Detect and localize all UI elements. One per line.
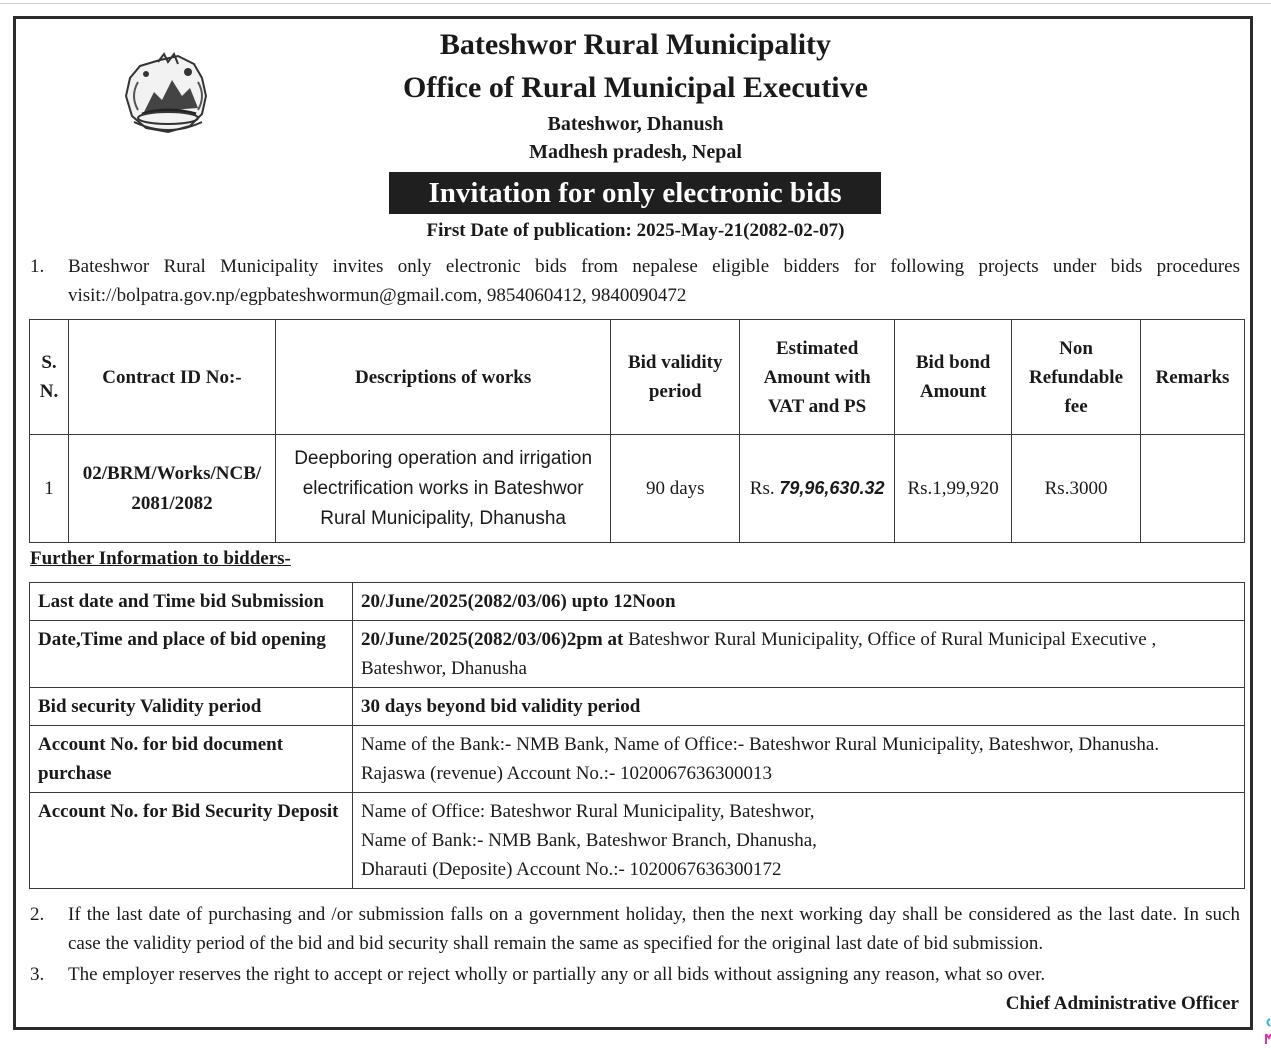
info-label: Account No. for bid document purchase [30, 726, 353, 793]
info-value-line: Name of the Bank:- NMB Bank, Name of Office:- Bateshwor Rural Municipality, Bateshwor, Dhanusha. [361, 734, 1160, 755]
note-text: If the last date of purchasing and /or submission falls on a government holiday, then the next working day shall be considered as the last date. In such case the validity period of the bid and bid security shall remain the same as specified for the original last date of bid submission. [68, 904, 1240, 954]
col-header-fee: Non Refundable fee [1012, 320, 1141, 435]
info-value [353, 688, 1245, 726]
notice-banner: Invitation for only electronic bids [389, 172, 881, 214]
publication-date: First Date of publication: 2025-May-21(2082-02-07) [426, 220, 845, 241]
office-province: Madhesh pradesh, Nepal [529, 141, 742, 163]
info-value-bold: 30 days beyond bid validity period [361, 696, 641, 717]
table-row [30, 435, 1245, 543]
col-header-sn: S. N. [30, 320, 69, 435]
item-number: 2. [30, 904, 45, 925]
intro-text: Bateshwor Rural Municipality invites only electronic bids from nepalese eligible bidders for following projects under bids procedures visit://bolpatra.gov.np/egpbateshwormun@gmail.com, 9854060412, 9840090472 [68, 256, 1240, 306]
info-label: Date,Time and place of bid opening [30, 621, 353, 688]
intro-paragraph [30, 252, 1240, 310]
bid-table [29, 319, 1245, 543]
col-header-estimate: Estimated Amount with VAT and PS [740, 320, 895, 435]
top-divider [0, 3, 1271, 4]
municipality-name: Bateshwor Rural Municipality [439, 28, 832, 61]
cell-contract-id: 02/BRM/Works/NCB/ 2081/2082 [68, 435, 275, 543]
col-header-validity: Bid validity period [611, 320, 740, 435]
cell-bond: Rs.1,99,920 [895, 435, 1012, 543]
info-value-line: Rajaswa (revenue) Account No.:- 1020067636300013 [361, 763, 773, 784]
info-row [30, 726, 1245, 793]
cell-estimate [740, 435, 895, 543]
info-value [353, 621, 1245, 688]
info-value-line: Name of Office: Bateshwor Rural Municipality, Bateshwor, [361, 801, 815, 822]
col-header-remarks: Remarks [1141, 320, 1245, 435]
info-value [353, 793, 1245, 889]
cell-description: Deepboring operation and irrigation electrification works in Bateshwor Rural Municipality, Dhanusha [275, 435, 610, 543]
col-header-contract: Contract ID No:- [68, 320, 275, 435]
info-row [30, 688, 1245, 726]
corner-mark [1264, 1016, 1271, 1054]
cell-validity: 90 days [611, 435, 740, 543]
info-value [353, 726, 1245, 793]
info-value-line: Name of Bank:- NMB Bank, Bateshwor Branch, Dhanusha, [361, 830, 817, 851]
info-row [30, 583, 1245, 621]
info-row [30, 793, 1245, 889]
info-label: Bid security Validity period [30, 688, 353, 726]
cell-fee: Rs.3000 [1012, 435, 1141, 543]
info-label: Account No. for Bid Security Deposit [30, 793, 353, 889]
note-paragraph [30, 900, 1240, 958]
signature-title: Chief Administrative Officer [1005, 993, 1239, 1014]
info-row [30, 621, 1245, 688]
item-number: 1. [30, 256, 45, 277]
cell-sn: 1 [30, 435, 69, 543]
estimate-prefix: Rs. [749, 478, 775, 499]
note-text: The employer reserves the right to accept or reject wholly or partially any or all bids without assigning any reason, what so over. [68, 964, 1046, 985]
cell-remarks [1141, 435, 1245, 543]
table-header-row [30, 320, 1245, 435]
item-number: 3. [30, 964, 45, 985]
info-value [353, 583, 1245, 621]
info-label: Last date and Time bid Submission [30, 583, 353, 621]
info-value-bold: 20/June/2025(2082/03/06)2pm at [361, 629, 624, 650]
office-name: Office of Rural Municipal Executive [403, 71, 868, 104]
info-value-text: Bateshwor Rural Municipality, Office of Rural Municipal Executive , Bateshwor, Dhanusha [361, 629, 1157, 679]
further-info-table [29, 582, 1245, 889]
estimate-value: 79,96,630.32 [779, 478, 885, 498]
col-header-description: Descriptions of works [275, 320, 610, 435]
info-value-line: Dharauti (Deposite) Account No.:- 1020067636300172 [361, 859, 782, 880]
further-info-title: Further Information to bidders- [30, 548, 291, 569]
note-paragraph [30, 960, 1240, 989]
info-value-bold: 20/June/2025(2082/03/06) upto 12Noon [361, 591, 676, 612]
col-header-bond: Bid bond Amount [895, 320, 1012, 435]
office-location: Bateshwor, Dhanush [547, 113, 724, 135]
